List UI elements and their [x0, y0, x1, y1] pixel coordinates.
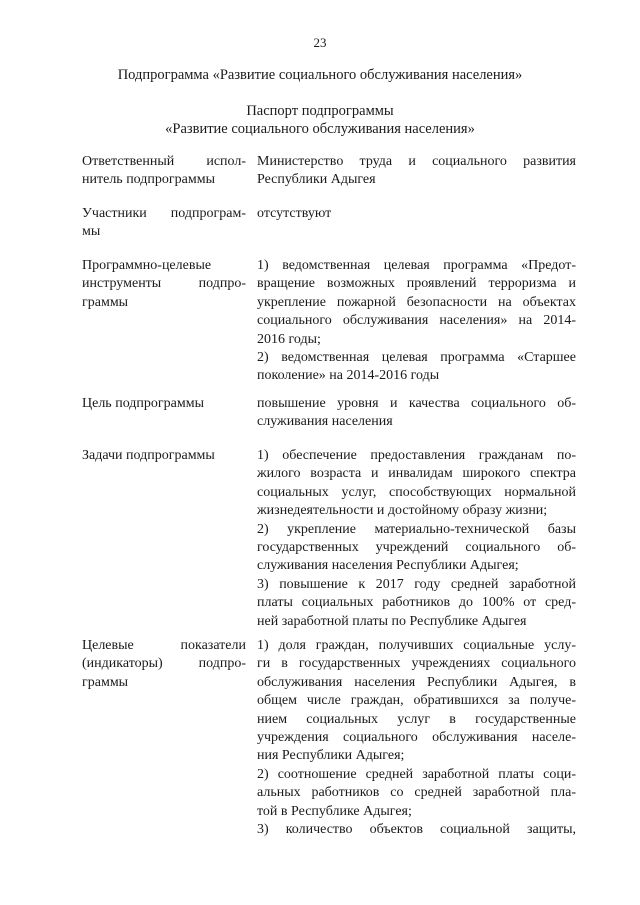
value-line: повышение уровня и качества социального об- [257, 396, 576, 411]
row-label [82, 257, 246, 312]
row-label [82, 153, 246, 190]
label-line: Программно-целевые [82, 258, 212, 273]
value-line: жилого возраста и инвалидам широкого спектра [257, 466, 576, 482]
value-line: 1) доля граждан, получивших социальные услу- [257, 638, 576, 653]
label-line: Ответственный испол- [82, 154, 246, 169]
label-line: Участники подпрограм- [82, 206, 246, 221]
label-line: нитель подпрограммы [82, 172, 215, 188]
value-line: Республики Адыгея [257, 172, 376, 188]
value-line: укрепление пожарной безопасности на объектах [257, 294, 576, 310]
value-line: социального обслуживания населения» на 2014- [257, 313, 576, 329]
row-label [82, 447, 246, 465]
row-value [257, 153, 576, 190]
value-line: 1) ведомственная целевая программа «Предот- [257, 258, 576, 273]
value-line: социальных услуг, способствующих нормальной [257, 484, 576, 500]
document-title: Подпрограмма «Развитие социального обслуживания населения» [117, 67, 523, 83]
value-line: 3) повышение к 2017 году средней заработной [257, 576, 576, 592]
value-line: Министерство труда и социального развития [257, 154, 576, 169]
label-line: инструменты подпро- [82, 276, 246, 292]
row-value [257, 637, 576, 839]
label-line: Задачи подпрограммы [82, 448, 215, 463]
row-value [257, 257, 576, 386]
value-line: той в Республике Адыгея; [257, 803, 412, 819]
row-label [82, 395, 246, 413]
label-line: (индикаторы) подпро- [82, 656, 246, 672]
value-line: служивания населения [257, 414, 393, 430]
value-line: ния Республики Адыгея; [257, 748, 405, 764]
value-line: ней заработной платы по Республике Адыгея [257, 613, 527, 629]
value-line: платы социальных работников до 100% от сред- [257, 595, 576, 611]
label-line: мы [82, 224, 101, 240]
label-line: Целевые показатели [82, 638, 246, 653]
value-line: альных работников со средней заработной пла- [257, 785, 576, 801]
value-line: ги в государственных учреждениях социального [257, 656, 576, 672]
value-line: 1) обеспечение предоставления гражданам по- [257, 448, 576, 463]
value-line: государственных учреждений социального об- [257, 540, 576, 556]
row-label [82, 205, 246, 242]
value-line: общем числе граждан, обратившихся за получе- [257, 693, 576, 709]
page-number: 23 [313, 35, 327, 50]
row-value [257, 447, 576, 631]
value-line: поколение» на 2014-2016 годы [257, 368, 440, 384]
value-line: жизнедеятельности и достойному образу жизни; [257, 503, 548, 519]
value-line: 2) укрепление материально-технической базы [257, 521, 576, 537]
value-line: 2016 годы; [257, 331, 321, 347]
label-line: граммы [82, 674, 129, 690]
passport-title [0, 102, 640, 138]
value-line: 3) количество объектов социальной защиты, [257, 822, 576, 838]
row-label [82, 637, 246, 692]
label-line: граммы [82, 294, 129, 310]
value-line: вращение возможных проявлений терроризма и [257, 276, 576, 292]
row-value [257, 205, 576, 223]
passport-title-line-1: Паспорт подпрограммы [246, 103, 394, 119]
label-line: Цель подпрограммы [82, 396, 204, 411]
value-line: 2) соотношение средней заработной платы соци- [257, 766, 576, 782]
value-line: учреждения социального обслуживания населе- [257, 730, 576, 746]
value-line: нием социальных услуг в государственные [257, 711, 576, 727]
value-line: обслуживания населения Республики Адыгея, в [257, 674, 576, 690]
row-value [257, 395, 576, 432]
value-line: отсутствуют [257, 206, 332, 221]
value-line: служивания населения Республики Адыгея; [257, 558, 519, 574]
value-line: 2) ведомственная целевая программа «Старшее [257, 350, 576, 366]
passport-title-line-2: «Развитие социального обслуживания населения» [165, 121, 475, 137]
